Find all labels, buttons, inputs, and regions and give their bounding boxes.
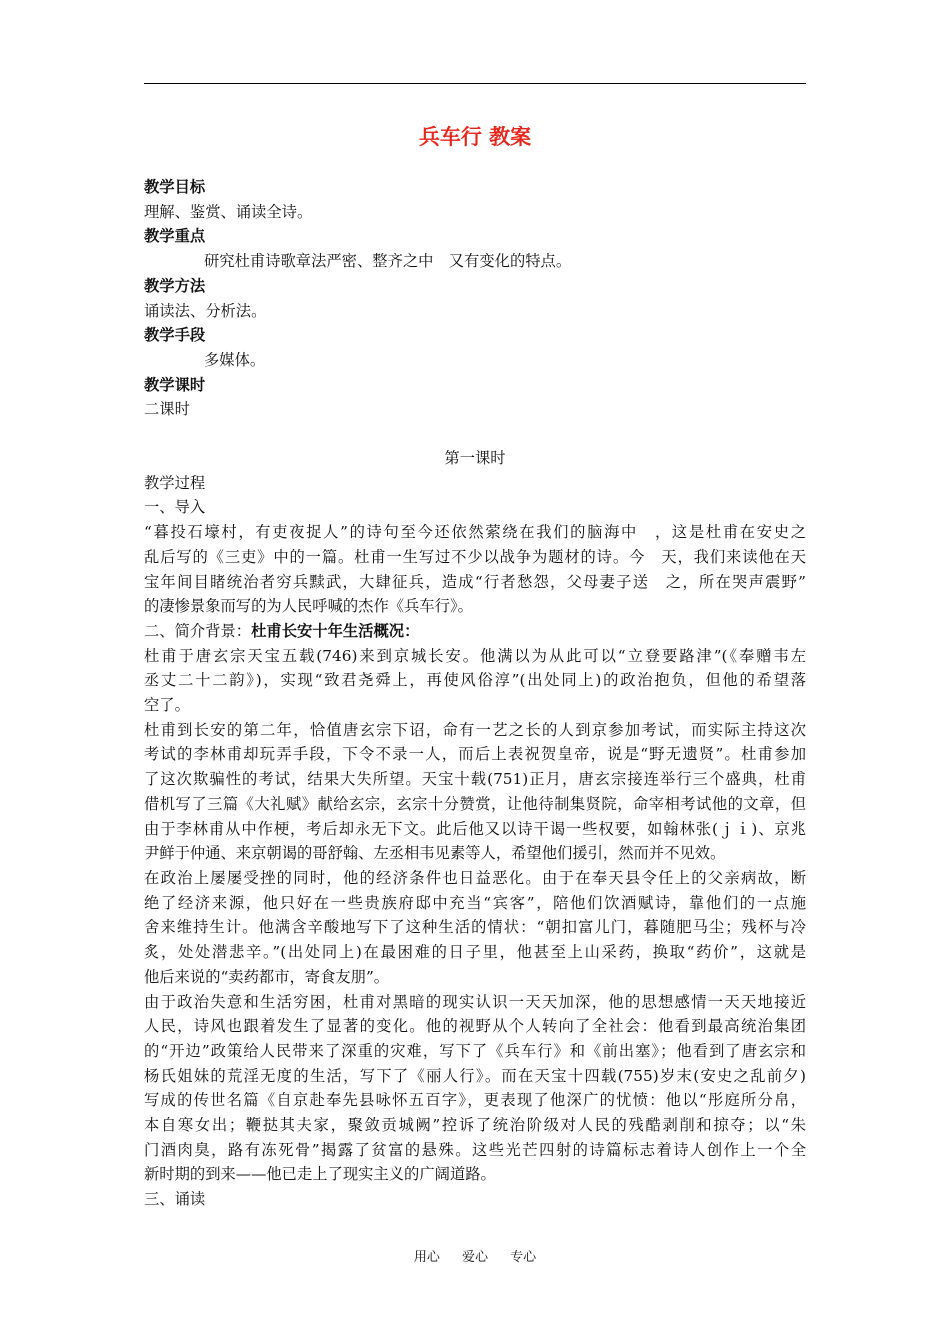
page-title: 兵车行 教案 [418,125,532,149]
section-text-hours: 二课时 [144,400,190,419]
background-line: 人民，诗风也跟着发生了显著的变化。他的视野从个人转向了全社会：他看到最高统治集团 [144,1017,806,1036]
intro-heading: 一、导入 [144,498,206,517]
reading-heading: 三、诵读 [144,1190,206,1209]
section-heading-method: 教学方法 [144,276,206,295]
background-line: 写成的传世名篇《自京赴奉先县咏怀五百字》，更表现了他深广的忧愤：他以“彤庭所分帛， [144,1091,806,1110]
section-heading-goal: 教学目标 [144,178,206,196]
section-heading-means: 教学手段 [144,326,206,345]
background-heading [144,619,806,644]
lesson-title: 第一课时 [444,449,506,468]
process-label: 教学过程 [144,473,206,492]
header-rule [144,83,806,84]
background-line: 考试的李林甫却玩弄手段，下令不录一人，而后上表祝贺皇帝，说是“野无遗贤”。杜甫参加 [144,745,806,764]
background-line: 炙，处处潜悲辛。”(出处同上)在最困难的日子里，他甚至上山采药，换取“药价”，这就是 [144,943,806,962]
background-line: 的“开边”政策给人民带来了深重的灾难，写下了《兵车行》和《前出塞》；他看到了唐玄宗和 [144,1041,806,1060]
background-line: 由于李林甫从中作梗，考后却永无下文。此后他又以诗干谒一些权要，如翰林张(ｊｉ)、京兆 [144,819,806,838]
background-line: 杜甫到长安的第二年，恰值唐玄宗下诏，命有一艺之长的人到京参加考试，而实际主持这次 [144,720,806,739]
section-heading-focus: 教学重点 [144,227,206,246]
background-line: 尹鲜于仲通、来京朝谒的哥舒翰、左丞相韦见素等人，希望他们援引，然而并不见效。 [144,844,726,863]
section-text-method: 诵读法、分析法。 [144,301,267,320]
page-footer: 用心 爱心 专心 [413,1250,537,1265]
background-line: 本自寒女出；鞭挞其夫家，聚敛贡城阙”控诉了统治阶级对人民的残酷剥削和掠夺；以“朱 [144,1116,806,1135]
background-line: 由于政治失意和生活穷困，杜甫对黑暗的现实认识一天天加深，他的思想感情一天天地接近 [144,992,806,1011]
intro-line: 乱后写的《三吏》中的一篇。杜甫一生写过不少以战争为题材的诗。今 天，我们来读他在天 [144,547,806,566]
background-line: 舍来维持生计。他满含辛酸地写下了这种生活的情状：“朝扣富儿门，暮随肥马尘；残杯与冷 [144,918,806,937]
background-line: 在政治上屡屡受挫的同时，他的经济条件也日益恶化。由于在奉天县令任上的父亲病故，断 [144,868,806,887]
background-line: 新时期的到来——他已走上了现实主义的广阔道路。 [144,1165,496,1184]
intro-line: 宝年间目睹统治者穷兵黩武，大肆征兵，造成“行者愁怨，父母妻子送 之，所在哭声震野” [144,572,806,591]
section-text-goal: 理解、鉴赏、诵读全诗。 [144,202,313,221]
background-line: 杨氏姐妹的荒淫无度的生活，写下了《丽人行》。而在天宝十四载(755)岁末(安史之乱前夕) [144,1066,806,1085]
background-line: 空了。 [144,696,190,715]
background-heading-label: 二、简介背景： [144,621,252,640]
section-heading-hours: 教学课时 [144,375,206,394]
section-text-focus: 研究杜甫诗歌章法严密、整齐之中 又有变化的特点。 [204,252,572,271]
background-line: 了这次欺骗性的考试，结果大失所望。天宝十载(751)正月，唐玄宗接连举行三个盛典，杜甫 [144,770,806,789]
background-heading-bold: 杜甫长安十年生活概况： [251,621,420,640]
background-line: 借机写了三篇《大礼赋》献给玄宗，玄宗十分赞赏，让他待制集贤院，命宰相考试他的文章，但 [144,794,806,813]
background-line: 绝了经济来源，他只好在一些贵族府邸中充当“宾客”，陪他们饮酒赋诗，靠他们的一点施 [144,893,806,912]
document-body [144,175,806,1212]
background-line: 门酒肉臭，路有冻死骨”揭露了贫富的悬殊。这些光芒四射的诗篇标志着诗人创作上一个全 [144,1140,806,1159]
background-line: 他后来说的“卖药都市，寄食友朋”。 [144,967,390,986]
intro-line: 的凄惨景象而写的为人民呼喊的杰作《兵车行》。 [144,597,473,616]
background-line: 杜甫于唐玄宗天宝五载(746)来到京城长安。他满以为从此可以“立登要路津”(《奉赠韦左 [144,646,806,665]
section-text-means: 多媒体。 [204,350,266,369]
background-line: 丞丈二十二韵》)，实现“致君尧舜上，再使风俗淳”(出处同上)的政治抱负，但他的希望落 [144,671,806,690]
intro-line: “暮投石壕村，有吏夜捉人”的诗句至今还依然萦绕在我们的脑海中 ，这是杜甫在安史之 [144,523,806,542]
